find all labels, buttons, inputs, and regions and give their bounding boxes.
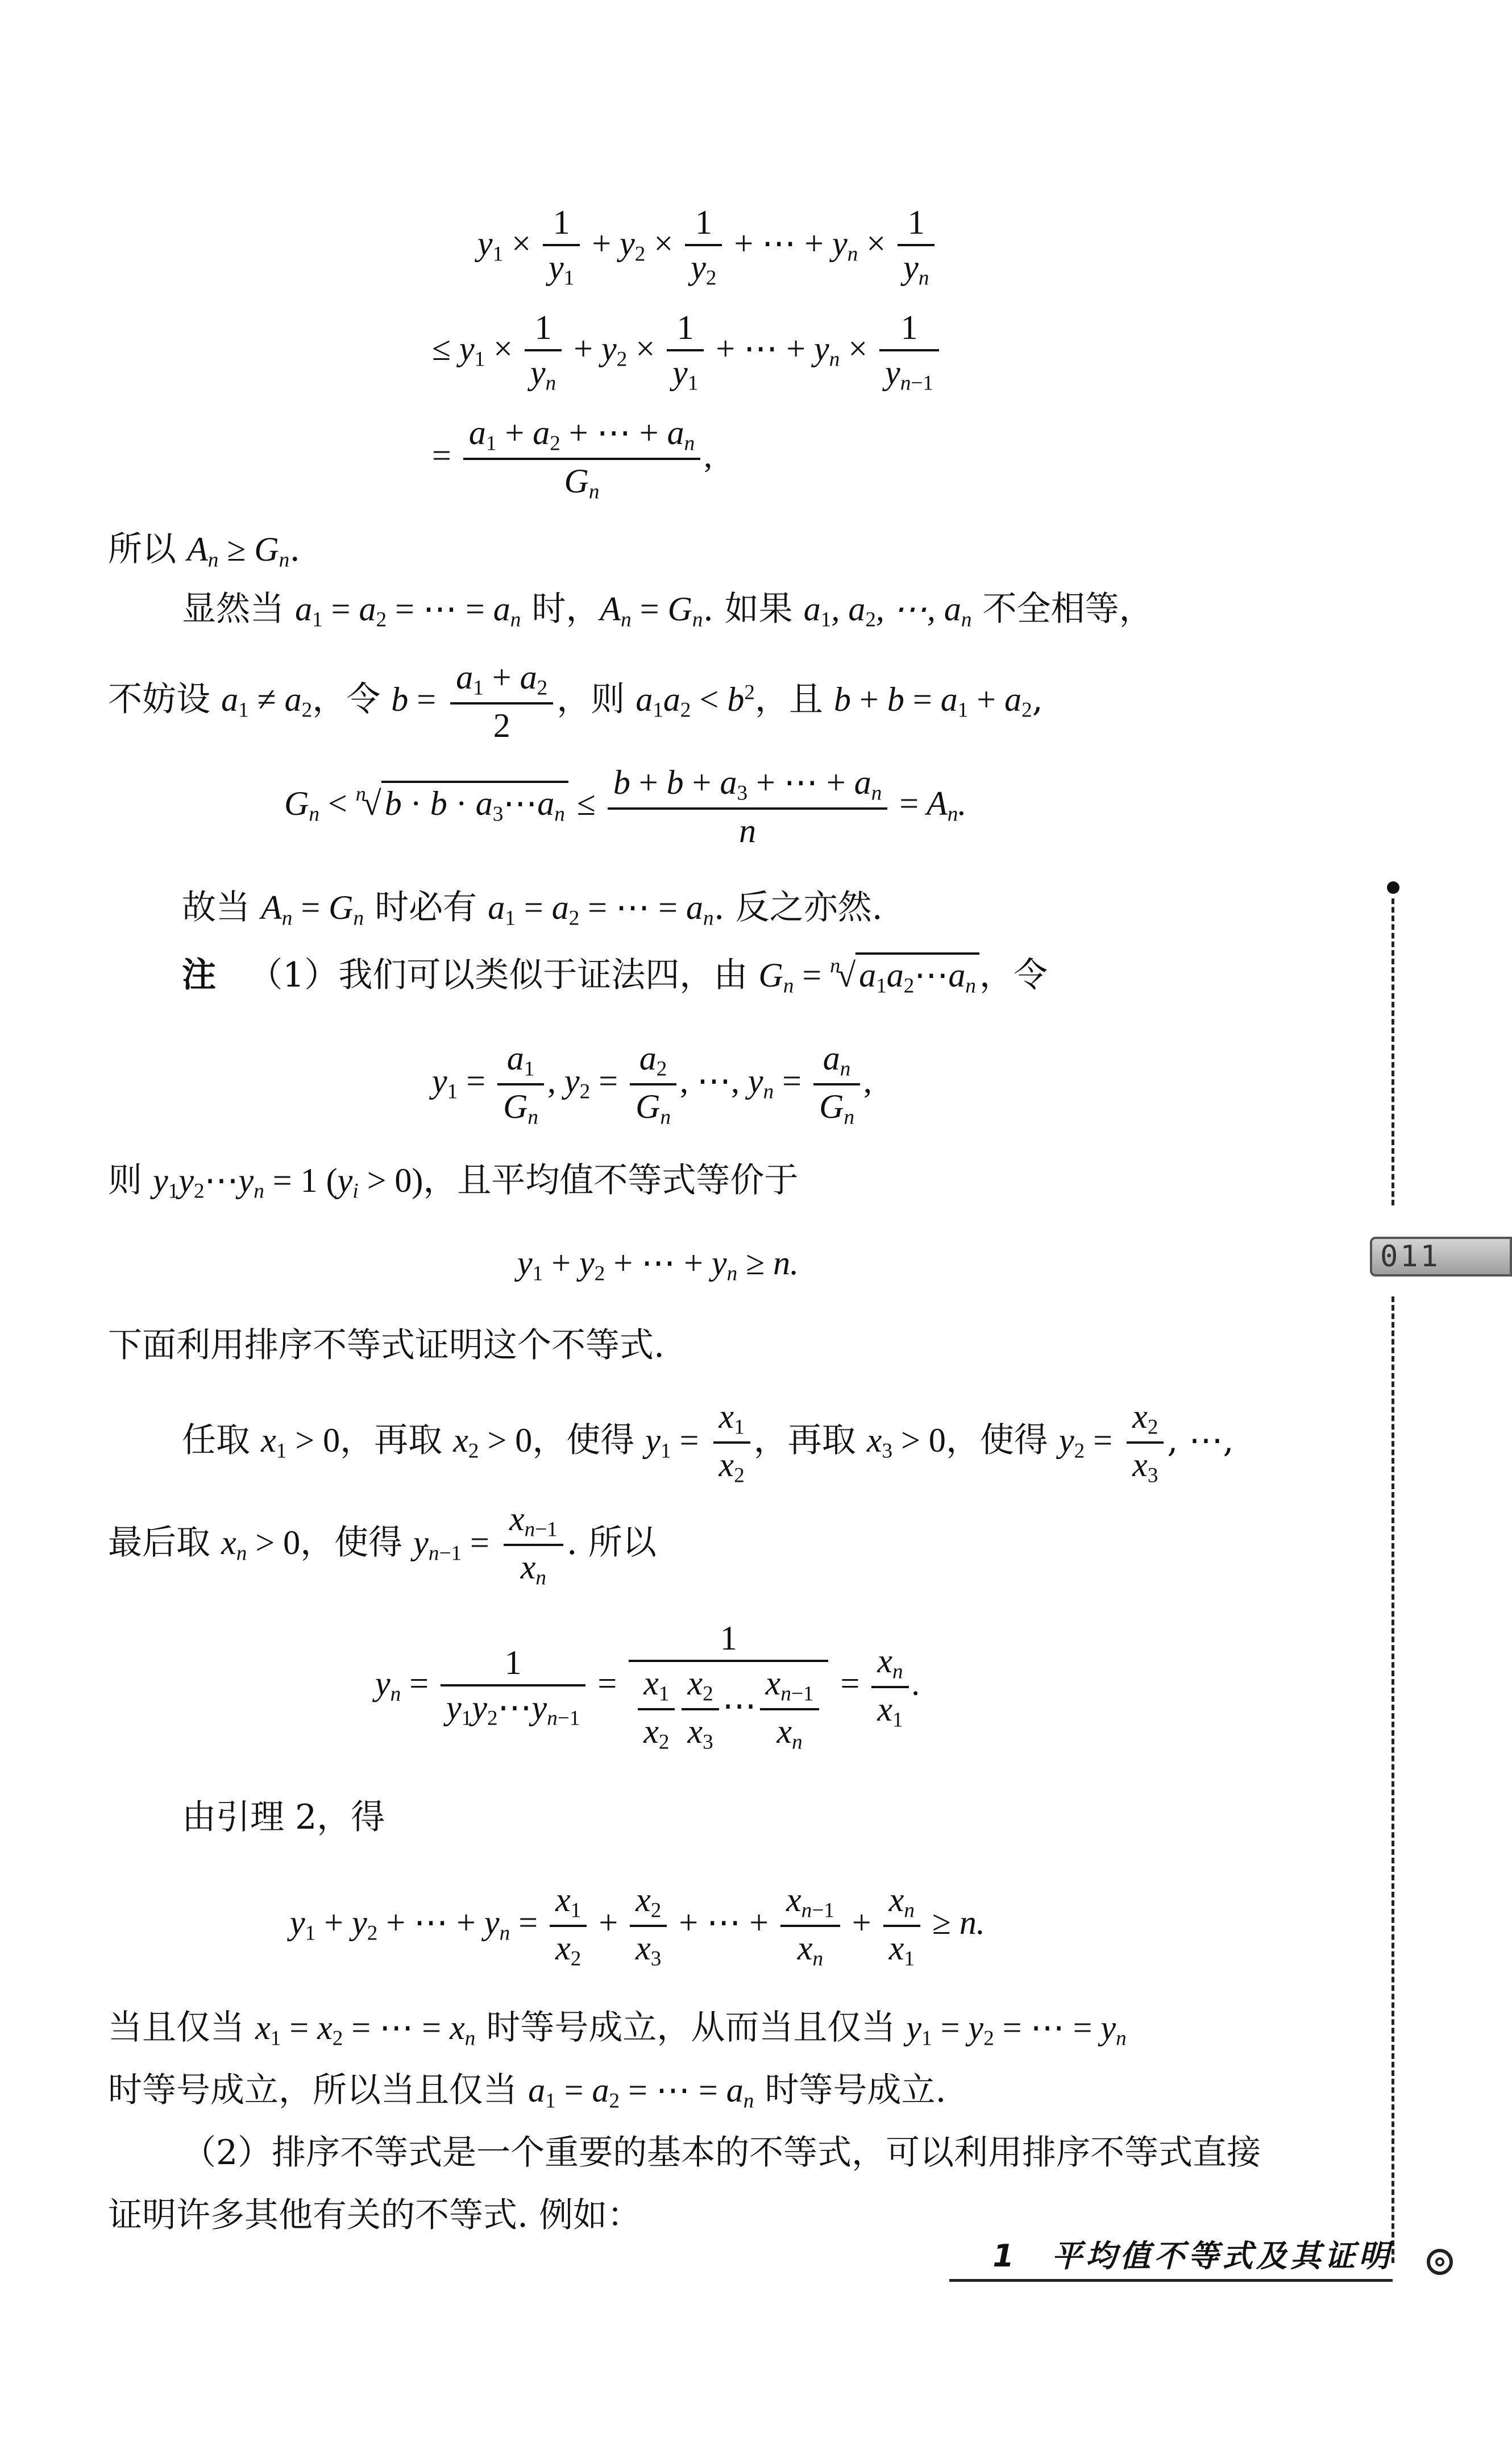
equation-y-def: $y_1$ = $\frac{a_1}{G_n}$ , $y_2$ = $\frac{a_2}{G_n}$ , ⋯, $y_n$ = $\frac{a_n}{G_n}$ , bbox=[432, 1039, 873, 1129]
text-renqu-e: ，使得 bbox=[945, 1420, 1048, 1461]
paragraph-below bbox=[108, 1325, 664, 1366]
equation-yn: $y_n$ = $\frac{1}{y_1y_2\cdots y_{n-1}}$ = 1 $\frac{x_1}{x_2}$ $\frac{x_2}{x_3}$ ⋯ $\frac{x_{n-1}}{x_n}$ = $\frac{x_n}{x_1}$ . bbox=[375, 1619, 921, 1754]
text-renqu-a: 任取 bbox=[182, 1420, 250, 1461]
text-dangqie2-b: 时等号成立. bbox=[765, 2070, 946, 2110]
paragraph-therefore: 故当 $A_n = G_n$ 时必有 $a_1 = a_2$ = ⋯ = $a_n$. 反之亦然. bbox=[182, 888, 883, 930]
margin-dot-icon bbox=[1387, 881, 1399, 894]
text-suoyi: 所以 bbox=[108, 529, 176, 569]
text-xiamian: 下面利用排序不等式证明这个不等式. bbox=[108, 1325, 665, 1365]
paragraph-then-product: 则 $y_1y_2\cdots y_n = 1$ $(y_i > 0)$，且平均值不等式等价于 bbox=[108, 1161, 799, 1203]
text-shi: 时， bbox=[531, 589, 600, 629]
text-renqu-c: ，使得 bbox=[532, 1420, 635, 1461]
paragraph-finally: 最后取 $x_n > 0$，使得 $y_{n-1}$ = $\frac{x_{n-1}}{x_n}$ . 所以 bbox=[108, 1500, 657, 1590]
text-zhu: （1）我们可以类似于证法四，由 bbox=[248, 955, 748, 995]
text-renqu-d: ，再取 bbox=[753, 1420, 856, 1461]
text-youyinli: 由引理 2，得 bbox=[182, 1797, 385, 1837]
text-zuihou-a: 最后取 bbox=[108, 1523, 210, 1563]
equation-line-2: ≤ $y_1$ × $\frac{1}{y_n}$ + $y_2$ × $\frac{1}{y_1}$ + ⋯ + $y_n$ × $\frac{1}{y_{n-1}}$ bbox=[432, 310, 942, 394]
text-ling: ，令 bbox=[312, 679, 381, 719]
paragraph-iff-1: 当且仅当 $x_1 = x_2$ = ⋯ = $x_n$ 时等号成立，从而当且仅当 $y_1 = y_2$ = ⋯ = $y_n$ bbox=[108, 2008, 1127, 2050]
equation-sum-ge-n: $y_1 + y_2$ + ⋯ + $y_n \ge n$. bbox=[517, 1244, 799, 1286]
page-number: 011 bbox=[1380, 1240, 1440, 1274]
note-1: 注 （1）我们可以类似于证法四，由 $G_n = ^n√$ $a_1a_2\cdots a_n$ ，令 bbox=[182, 952, 1048, 999]
text-zuihou-b: ，使得 bbox=[300, 1523, 403, 1563]
margin-dashed-line-top bbox=[1391, 898, 1394, 1205]
paragraph-iff-2: 时等号成立，所以当且仅当 $a_1 = a_2$ = ⋯ = $a_n$ 时等号成立. bbox=[108, 2070, 946, 2113]
text-dangqie1-a: 当且仅当 bbox=[108, 2008, 244, 2048]
paragraph-note-2-line-2 bbox=[108, 2195, 641, 2236]
paragraph-by-lemma bbox=[182, 1797, 385, 1838]
text-bufang: 不妨设 bbox=[108, 679, 210, 719]
note-label: 注 bbox=[182, 955, 216, 995]
text-para2-line1: （2）排序不等式是一个重要的基本的不等式，可以利用排序不等式直接 bbox=[182, 2133, 1261, 2173]
text-renqu-b: ，再取 bbox=[340, 1420, 443, 1461]
paragraph-so-An-ge-Gn: 所以 $A_n \ge G_n$. bbox=[108, 529, 301, 572]
text-dangqie2-a: 时等号成立，所以当且仅当 bbox=[108, 2070, 517, 2110]
equation-line-3: = $\frac{a_1 + a_2 + \cdots + a_n}{G_n}$ , bbox=[432, 414, 713, 504]
paragraph-obviously: 显然当 $a_1 = a_2$ = ⋯ = $a_n$ 时，$A_n = G_n$. 如果 $a_1$, $a_2$, ⋯, $a_n$ 不全相等， bbox=[182, 589, 1153, 632]
footer-circle-icon bbox=[1427, 2249, 1453, 2275]
text-xianran: 显然当 bbox=[182, 589, 284, 629]
page-number-tab bbox=[1370, 1237, 1512, 1277]
text-ze-prefix: 则 bbox=[108, 1161, 142, 1200]
text-zuihou-c: . 所以 bbox=[566, 1523, 657, 1563]
running-footer bbox=[949, 2232, 1393, 2282]
text-gudang: 故当 bbox=[182, 888, 250, 927]
margin-dashed-line-bottom bbox=[1391, 1296, 1394, 2263]
text-ze: ，则 bbox=[556, 679, 625, 719]
text-zhu-ling: ，令 bbox=[979, 955, 1048, 995]
equation-Gn-chain: $G_n < ^n√$ $b \cdot b \cdot a_3\cdots a_n$ ≤ $\frac{b + b + a_3 + \cdots + a_n}{n}$ = $A_n$. bbox=[284, 764, 967, 850]
equation-line-1: $y_1$ × $\frac{1}{y_1}$ + $y_2$ × $\frac{1}{y_2}$ + ⋯ + $y_n$ × $\frac{1}{y_n}$ bbox=[477, 205, 938, 289]
text-ze-suffix: ，且平均值不等式等价于 bbox=[423, 1161, 799, 1200]
text-ruguo: . 如果 bbox=[703, 589, 793, 629]
text-shibi: 时必有 bbox=[375, 888, 477, 927]
text-para2-line2: 证明许多其他有关的不等式. 例如： bbox=[108, 2195, 642, 2235]
text-fanzhi: . 反之亦然. bbox=[713, 888, 883, 927]
paragraph-arbitrary: 任取 $x_1 > 0$，再取 $x_2 > 0$，使得 $y_1$ = $\frac{x_1}{x_2}$ ，再取 $x_3 > 0$，使得 $y_2$ = $\frac{x_2}{x_3}$ , ⋯, bbox=[182, 1398, 1234, 1487]
paragraph-note-2-line-1 bbox=[182, 2132, 1261, 2173]
equation-final-sum: $y_1 + y_2$ + ⋯ + $y_n$ = $\frac{x_1}{x_2}$ + $\frac{x_2}{x_3}$ + ⋯ + $\frac{x_{n-1}}{x_n}$ + $\frac{x_n}{x_1}$ ≥ n. bbox=[290, 1881, 985, 1971]
text-dangqie1-b: 时等号成立，从而当且仅当 bbox=[486, 2008, 896, 2048]
footer-title: 1 平均值不等式及其证明 bbox=[992, 2238, 1393, 2274]
paragraph-wlog: 不妨设 $a_1 \ne a_2$，令 b = $\frac{a_1 + a_2}{2}$ ，则 $a_1a_2 < b^2$，且 $b + b = a_1 + a_2$, bbox=[108, 658, 1043, 745]
text-buquan: 不全相等， bbox=[982, 589, 1153, 629]
text-qie: ，且 bbox=[754, 679, 823, 719]
